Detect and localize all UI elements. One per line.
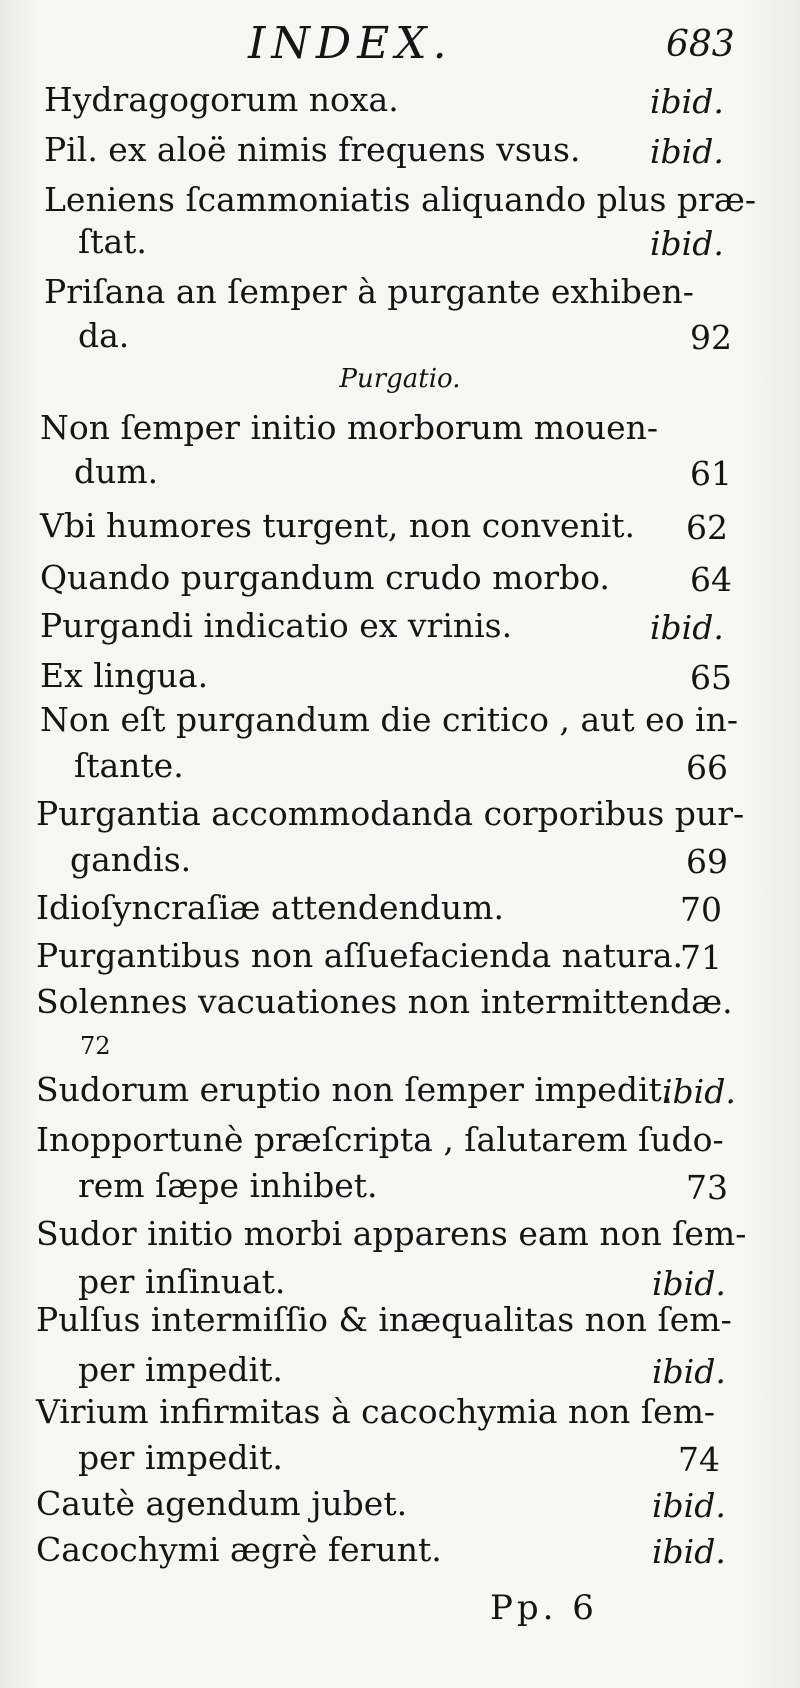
- entry-text: 72: [80, 1032, 111, 1060]
- entry-text: Idioſyncraſiæ attendendum.: [36, 888, 504, 927]
- entry-text: Purgantia accommodanda corporibus pur-: [36, 794, 745, 833]
- entry-page: 92: [690, 318, 732, 357]
- entry-page: 73: [686, 1168, 728, 1207]
- header-title: INDEX.: [248, 18, 453, 69]
- entry-page: ibid.: [652, 1532, 726, 1571]
- index-entry: [0, 130, 800, 180]
- entry-text: Quando purgandum crudo morbo.: [40, 558, 610, 597]
- entry-text: Non eſt purgandum die critico , aut eo in-: [40, 700, 739, 739]
- entry-text: Sudor initio morbi apparens eam non ſem-: [36, 1214, 747, 1253]
- entry-text: Cacochymi ægrè ferunt.: [36, 1530, 442, 1569]
- entry-page: ibid.: [650, 608, 724, 647]
- entry-text: Non ſemper initio morborum mouen-: [40, 408, 659, 447]
- index-entry-continuation: [0, 316, 800, 366]
- entry-page: 71: [680, 938, 722, 977]
- entry-page: 70: [680, 890, 722, 929]
- entry-page: 66: [686, 748, 728, 787]
- index-entry: [0, 1530, 800, 1580]
- entry-page: 69: [686, 842, 728, 881]
- index-entry-continuation: [0, 222, 800, 272]
- index-entry: [0, 1070, 800, 1120]
- index-entry: [0, 80, 800, 130]
- index-entry: [0, 606, 800, 656]
- entry-text: Solennes vacuationes non intermittendæ.: [36, 982, 733, 1021]
- entry-page: ibid.: [662, 1072, 736, 1111]
- entry-page: 61: [690, 454, 732, 493]
- index-entry: [0, 1300, 800, 1350]
- entry-page: 74: [678, 1440, 720, 1479]
- index-entry: [0, 1120, 800, 1170]
- index-entry: [0, 700, 800, 750]
- entry-text: Pil. ex aloë nimis frequens vsus.: [44, 130, 581, 169]
- entry-text: Vbi humores turgent, non convenit.: [40, 506, 636, 545]
- entry-text: Pulſus intermiſſio & inæqualitas non ſem-: [36, 1300, 732, 1339]
- index-entry: [0, 272, 800, 322]
- page-header: [0, 18, 800, 78]
- entry-text: Priſana an ſemper à purgante exhiben-: [44, 272, 694, 311]
- entry-text: per impedit.: [78, 1350, 283, 1389]
- index-entry: [0, 656, 800, 706]
- entry-page: ibid.: [652, 1264, 726, 1303]
- index-entry: [0, 558, 800, 608]
- index-entry: [0, 506, 800, 556]
- index-entry: [0, 1392, 800, 1442]
- entry-text: ſtante.: [74, 746, 184, 785]
- entry-text: Purgandi indicatio ex vrinis.: [40, 606, 513, 645]
- entry-text: Ex lingua.: [40, 656, 209, 695]
- entry-text: gandis.: [70, 840, 192, 879]
- entry-text: per inſinuat.: [78, 1262, 286, 1301]
- entry-page: ibid.: [652, 1486, 726, 1525]
- index-entry: [0, 936, 800, 986]
- header-page-number: 683: [666, 24, 735, 65]
- entry-page: 62: [686, 508, 728, 547]
- entry-text: per impedit.: [78, 1438, 283, 1477]
- index-entry-continuation: [0, 1438, 800, 1488]
- entry-text: dum.: [74, 452, 159, 491]
- index-entry: [0, 794, 800, 844]
- index-entry: [0, 1484, 800, 1534]
- entry-text: Hydragogorum noxa.: [44, 80, 399, 119]
- entry-page: 65: [690, 658, 732, 697]
- entry-page: ibid.: [650, 132, 724, 171]
- index-entry: [0, 888, 800, 938]
- index-entry-continuation: [0, 1166, 800, 1216]
- entry-text: rem ſæpe inhibet.: [78, 1166, 378, 1205]
- entry-text: da.: [78, 316, 130, 355]
- entry-text: Leniens ſcammoniatis aliquando plus præ-: [44, 180, 756, 219]
- entry-text: Inopportunè præſcripta , ſalutarem ſudo-: [36, 1120, 724, 1159]
- catchword: Pp. 6: [490, 1588, 598, 1628]
- index-entry-continuation: [0, 746, 800, 796]
- index-entry-continuation: [0, 840, 800, 890]
- entry-page: ibid.: [652, 1352, 726, 1391]
- entry-page: ibid.: [650, 82, 724, 121]
- entry-text: Cautè agendum jubet.: [36, 1484, 408, 1523]
- entry-page: 64: [690, 560, 732, 599]
- index-entry: [0, 408, 800, 458]
- entry-text: Virium infirmitas à cacochymia non ſem-: [36, 1392, 716, 1431]
- index-entry: [0, 1214, 800, 1264]
- index-entry-continuation: [0, 452, 800, 502]
- section-heading: Purgatio.: [339, 364, 461, 394]
- entry-text: ſtat.: [78, 222, 147, 261]
- entry-text: Sudorum eruptio non ſemper impedit.: [36, 1070, 673, 1109]
- entry-text: Purgantibus non aſſuefacienda natura.: [36, 936, 684, 975]
- index-entry: [0, 982, 800, 1032]
- entry-page: ibid.: [650, 224, 724, 263]
